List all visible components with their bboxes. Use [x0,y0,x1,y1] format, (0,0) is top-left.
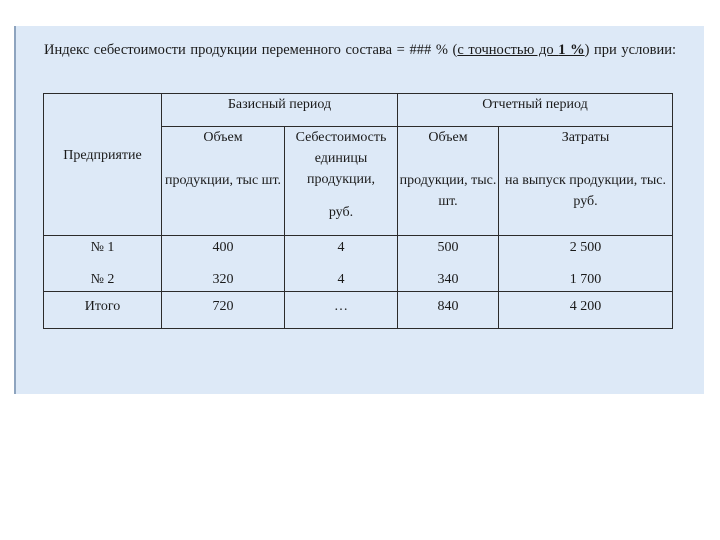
row-name: № 2 [44,258,162,292]
content-panel [14,26,704,394]
row-volume-report: 840 [398,292,499,329]
row-cost: … [285,292,398,329]
task-precision-value: 1 % [558,42,585,58]
header-row-periods [44,94,673,127]
task-precision: с точностью до [457,42,559,58]
table-row [44,258,673,292]
row-expenses: 4 200 [499,292,673,329]
row-cost: 4 [285,258,398,292]
row-volume-report: 340 [398,258,499,292]
task-suffix: ) при условии: [584,42,676,58]
header-report-period: Отчетный период [398,94,673,127]
task-text [44,40,694,60]
row-volume-report: 500 [398,236,499,259]
row-volume-base: 320 [162,258,285,292]
header-cost: Себестоимость единицы продукции, руб. [285,127,398,236]
table-row [44,236,673,259]
row-name: Итого [44,292,162,329]
row-volume-base: 400 [162,236,285,259]
task-prefix: Индекс себестоимости продукции переменного состава = ### % ( [44,42,458,58]
row-volume-base: 720 [162,292,285,329]
header-enterprise: Предприятие [44,94,162,236]
header-volume-base: Объем продукции, тыс шт. [162,127,285,236]
header-expenses: Затраты на выпуск продукции, тыс. руб. [499,127,673,236]
row-expenses: 1 700 [499,258,673,292]
row-name: № 1 [44,236,162,259]
row-cost: 4 [285,236,398,259]
header-base-period: Базисный период [162,94,398,127]
row-expenses: 2 500 [499,236,673,259]
data-table [43,93,673,329]
table-row-total [44,292,673,329]
header-volume-report: Объем продукции, тыс. шт. [398,127,499,236]
